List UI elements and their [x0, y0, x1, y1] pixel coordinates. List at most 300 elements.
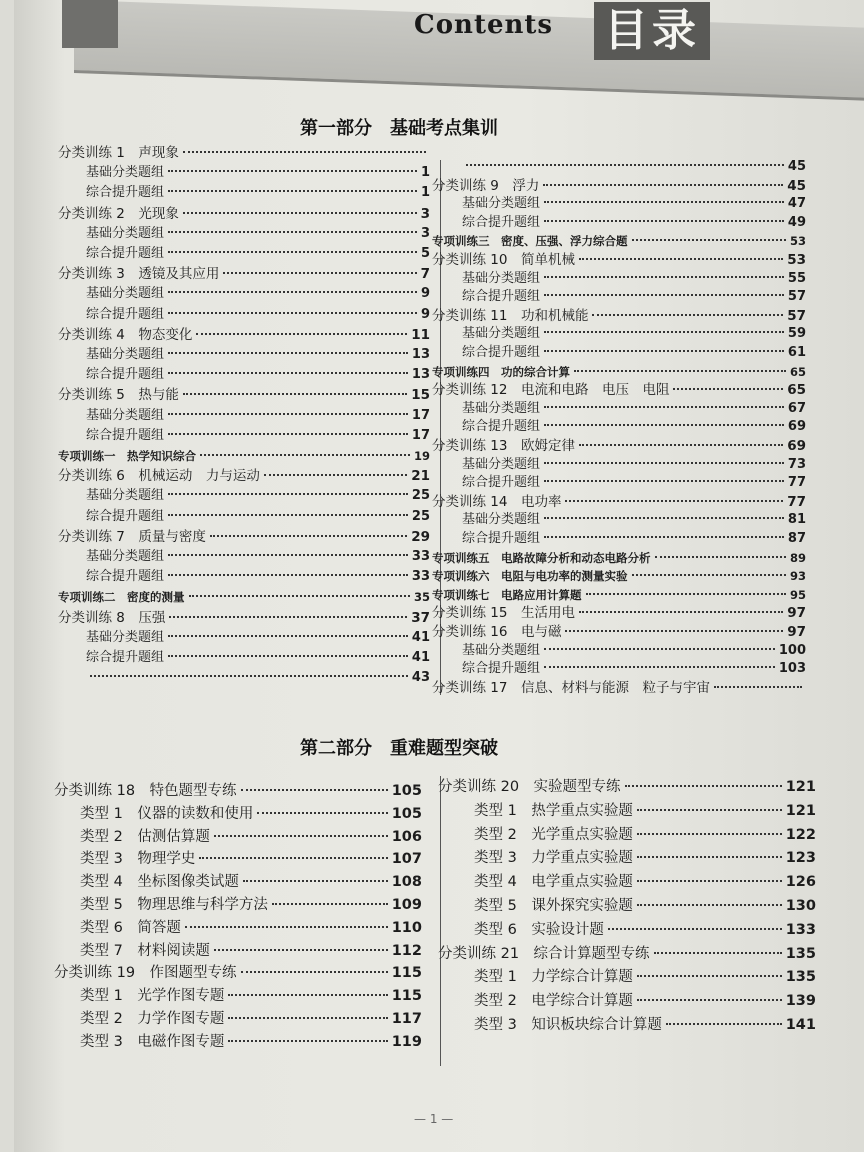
toc-page-number: 55: [787, 270, 806, 286]
toc-sub-entry[interactable]: [462, 417, 806, 437]
dot-leader: [544, 294, 784, 296]
dot-leader: [241, 789, 388, 791]
dot-leader: [543, 184, 783, 186]
toc-entry-title: 综合提升题组: [462, 531, 541, 546]
toc-sub-entry[interactable]: [474, 800, 816, 822]
toc-page-number: 43: [411, 670, 430, 686]
contents-title-en: Contents: [414, 10, 554, 40]
toc-sub-entry[interactable]: [86, 305, 430, 325]
toc-sub-entry[interactable]: [80, 803, 422, 825]
dot-leader: [586, 593, 786, 595]
toc-entry-title: 类型 3 物理学史: [80, 851, 196, 868]
toc-entry-title: 分类训练 2 光现象: [58, 205, 179, 222]
toc-sub-entry[interactable]: [86, 668, 430, 688]
dot-leader: [637, 975, 782, 977]
toc-page-number: 19: [413, 449, 430, 463]
toc-main-entry[interactable]: [58, 385, 430, 405]
toc-entry-title: 分类训练 7 质量与密度: [58, 528, 206, 545]
dot-leader: [199, 857, 387, 859]
toc-entry-title: 类型 5 物理思维与科学方法: [80, 897, 268, 913]
dot-leader: [168, 635, 408, 637]
toc-sub-entry[interactable]: [86, 507, 430, 527]
toc-page-number: 3: [420, 205, 430, 222]
toc-sub-entry[interactable]: [80, 940, 422, 962]
dot-leader: [168, 372, 408, 374]
toc-main-entry[interactable]: [432, 492, 806, 512]
toc-page-number: 67: [787, 400, 806, 416]
toc-page-number: 13: [411, 347, 430, 362]
toc-sub-entry[interactable]: [462, 659, 806, 679]
dot-leader: [592, 314, 783, 316]
toc-main-entry[interactable]: [54, 962, 422, 984]
toc-sub-entry[interactable]: [462, 324, 806, 344]
toc-page-number: 17: [411, 427, 430, 443]
toc-sub-entry[interactable]: [86, 426, 430, 446]
toc-page-number: 112: [391, 942, 422, 959]
toc-page-number: 25: [411, 508, 430, 524]
dot-leader: [579, 258, 783, 260]
toc-sub-entry[interactable]: [86, 365, 430, 385]
toc-sub-entry[interactable]: [462, 213, 806, 233]
dot-leader: [168, 493, 408, 495]
toc-entry-title: 类型 1 热学重点实验题: [474, 802, 633, 819]
dot-leader: [223, 272, 416, 274]
dot-leader: [673, 388, 783, 390]
toc-page-number: 81: [787, 512, 806, 528]
toc-entry-title: 分类训练 10 简单机械: [432, 252, 575, 268]
toc-entry-title: 综合提升题组: [86, 306, 165, 322]
toc-page-number: 13: [411, 367, 430, 383]
toc-page-number: 45: [787, 177, 806, 194]
toc-entry-title: 基础分类题组: [86, 286, 165, 302]
dot-leader: [625, 785, 782, 787]
toc-entry-title: 基础分类题组: [86, 629, 165, 645]
toc-entry-title: 专项训练七 电路应用计算题: [432, 587, 582, 602]
dot-leader: [257, 812, 387, 814]
dot-leader: [168, 554, 408, 556]
toc-page-number: 21: [411, 468, 430, 485]
toc-sub-entry[interactable]: [474, 990, 816, 1012]
toc-entry-title: 分类训练 6 机械运动 力与运动: [58, 468, 260, 485]
dot-leader: [241, 971, 388, 973]
toc-page-number: 5: [420, 246, 430, 261]
dot-leader: [544, 666, 775, 668]
toc-entry-title: 综合提升题组: [86, 569, 165, 585]
dot-leader: [544, 462, 784, 464]
toc-main-entry[interactable]: [54, 780, 422, 802]
toc-entry-title: 分类训练 21 综合计算题型专练: [438, 945, 650, 962]
dot-leader: [228, 1040, 387, 1042]
toc-entry-title: 综合提升题组: [86, 246, 165, 261]
toc-page-number: 121: [785, 779, 816, 795]
dot-leader: [168, 251, 417, 253]
toc-main-entry[interactable]: [58, 325, 430, 345]
toc-main-entry[interactable]: [438, 776, 816, 798]
toc-page-number: 61: [787, 345, 806, 360]
toc-page-number: 115: [391, 965, 422, 982]
toc-entry-title: 类型 1 光学作图专题: [80, 988, 225, 1005]
toc-page-number: 97: [787, 605, 806, 622]
toc-main-entry[interactable]: [58, 204, 430, 224]
dot-leader: [632, 239, 786, 241]
toc-page-number: 1: [420, 185, 430, 201]
toc-sub-entry[interactable]: [86, 567, 430, 587]
dot-leader: [637, 880, 782, 882]
toc-page-number: 33: [411, 549, 430, 564]
dot-leader: [228, 994, 387, 996]
toc-main-entry[interactable]: [58, 608, 430, 628]
dot-leader: [544, 648, 775, 650]
toc-main-entry[interactable]: [58, 466, 430, 486]
toc-page-number: 117: [391, 1011, 422, 1027]
toc-page-number: 105: [391, 805, 422, 822]
toc-entry-title: 基础分类题组: [86, 488, 165, 504]
dot-leader: [544, 350, 784, 352]
toc-page-number: 57: [787, 307, 806, 324]
toc-page-number: 3: [420, 225, 430, 241]
toc-sub-entry[interactable]: [80, 1008, 422, 1030]
toc-page-number: 9: [420, 286, 430, 302]
toc-entry-title: 综合提升题组: [86, 367, 165, 383]
part1-title: 第一部分 基础考点集训: [300, 118, 498, 139]
toc-page-number: 25: [411, 488, 430, 504]
toc-page-number: 141: [785, 1017, 816, 1033]
toc-page-number: 135: [785, 969, 816, 986]
toc-page-number: 47: [787, 196, 806, 212]
dot-leader: [544, 406, 784, 408]
toc-sub-entry[interactable]: [80, 917, 422, 939]
toc-sub-entry[interactable]: [462, 194, 806, 214]
toc-page-number: 59: [787, 326, 806, 342]
toc-main-entry[interactable]: [432, 678, 806, 698]
dot-leader: [637, 999, 782, 1001]
toc-sub-entry[interactable]: [86, 648, 430, 668]
toc-page-number: 41: [411, 650, 430, 665]
toc-entry-title: 专项训练二 密度的测量: [58, 590, 185, 605]
dot-leader: [637, 856, 782, 858]
toc-entry-title: 综合提升题组: [86, 508, 165, 524]
toc-sub-entry[interactable]: [86, 486, 430, 506]
toc-entry-title: 类型 2 电学综合计算题: [474, 993, 633, 1010]
toc-entry-title: 综合提升题组: [462, 214, 541, 230]
toc-entry-title: 基础分类题组: [462, 642, 541, 658]
toc-sub-entry[interactable]: [86, 244, 430, 264]
dot-leader: [168, 190, 417, 192]
toc-main-entry[interactable]: [432, 436, 806, 456]
toc-entry-title: 基础分类题组: [462, 270, 541, 286]
part2-title: 第二部分 重难题型突破: [300, 738, 498, 759]
dot-leader: [168, 231, 417, 233]
toc-sub-entry[interactable]: [86, 163, 430, 183]
toc-entry-title: 分类训练 5 热与能: [58, 387, 179, 404]
toc-entry-title: 分类训练 19 作图题型专练: [54, 965, 237, 982]
toc-special-entry[interactable]: [432, 548, 806, 568]
toc-page-number: 121: [785, 802, 816, 819]
toc-main-entry[interactable]: [438, 943, 816, 965]
toc-sub-entry[interactable]: [462, 641, 806, 661]
toc-sub-entry[interactable]: [474, 847, 816, 869]
toc-entry-title: 基础分类题组: [86, 225, 165, 241]
toc-entry-title: 综合提升题组: [462, 661, 541, 677]
dot-leader: [168, 655, 408, 657]
toc-entry-title: 专项训练三 密度、压强、浮力综合题: [432, 234, 628, 249]
toc-main-entry[interactable]: [432, 603, 806, 623]
toc-sub-entry[interactable]: [474, 1014, 816, 1036]
toc-main-entry[interactable]: [432, 380, 806, 400]
toc-entry-title: 综合提升题组: [86, 650, 165, 665]
toc-page-number: 65: [789, 364, 806, 379]
toc-entry-title: 类型 5 课外探究实验题: [474, 898, 633, 914]
dot-leader: [168, 312, 417, 314]
dot-leader: [168, 352, 408, 354]
toc-sub-entry[interactable]: [86, 628, 430, 648]
dot-leader: [608, 928, 782, 930]
toc-special-entry[interactable]: [58, 446, 430, 466]
toc-page-number: 57: [787, 289, 806, 305]
toc-entry-title: 基础分类题组: [462, 456, 541, 472]
toc-sub-entry[interactable]: [462, 157, 806, 177]
toc-main-entry[interactable]: [58, 143, 430, 163]
toc-entry-title: 分类训练 20 实验题型专练: [438, 779, 621, 795]
dot-leader: [544, 517, 784, 519]
toc-sub-entry[interactable]: [474, 895, 816, 917]
dot-leader: [90, 675, 408, 677]
toc-entry-title: 综合提升题组: [462, 289, 541, 305]
toc-special-entry[interactable]: [432, 585, 806, 605]
toc-entry-title: 分类训练 15 生活用电: [432, 605, 575, 622]
toc-main-entry[interactable]: [432, 176, 806, 196]
dot-leader: [544, 331, 784, 333]
toc-page-number: 37: [411, 609, 430, 626]
toc-sub-entry[interactable]: [86, 224, 430, 244]
toc-entry-title: 综合提升题组: [86, 185, 165, 201]
toc-entry-title: 分类训练 3 透镜及其应用: [58, 266, 220, 283]
toc-sub-entry[interactable]: [86, 406, 430, 426]
toc-page-number: 33: [411, 569, 430, 585]
toc-page-number: 105: [391, 783, 422, 799]
toc-entry-title: 专项训练五 电路故障分析和动态电路分析: [432, 550, 651, 565]
toc-sub-entry[interactable]: [474, 871, 816, 893]
toc-page-number: 7: [420, 266, 430, 283]
toc-entry-title: 类型 4 电学重点实验题: [474, 874, 633, 891]
toc-page-number: 122: [785, 826, 816, 843]
toc-page-number: 123: [785, 850, 816, 867]
dot-leader: [637, 809, 782, 811]
toc-page-number: 77: [787, 493, 806, 510]
toc-page-number: 45: [787, 159, 806, 174]
toc-page-number: 119: [391, 1033, 422, 1050]
toc-page-number: 126: [785, 874, 816, 891]
toc-entry-title: 基础分类题组: [86, 165, 165, 181]
toc-page-number: 1: [420, 165, 430, 181]
toc-page-number: 130: [785, 898, 816, 914]
toc-sub-entry[interactable]: [462, 510, 806, 530]
dot-leader: [714, 686, 802, 688]
toc-entry-title: 类型 1 力学综合计算题: [474, 969, 633, 986]
toc-sub-entry[interactable]: [462, 455, 806, 475]
toc-entry-title: 分类训练 12 电流和电路 电压 电阻: [432, 382, 670, 399]
dot-leader: [544, 424, 784, 426]
toc-page-number: 11: [411, 326, 430, 343]
toc-entry-title: 类型 2 估测估算题: [80, 828, 210, 845]
page-number: — 1 —: [414, 1112, 454, 1126]
toc-sub-entry[interactable]: [462, 287, 806, 307]
toc-page-number: 65: [787, 382, 806, 399]
toc-sub-entry[interactable]: [80, 985, 422, 1007]
toc-entry-title: 基础分类题组: [462, 196, 541, 212]
toc-sub-entry[interactable]: [86, 345, 430, 365]
toc-sub-entry[interactable]: [80, 826, 422, 848]
toc-sub-entry[interactable]: [80, 894, 422, 916]
toc-entry-title: 基础分类题组: [86, 347, 165, 362]
toc-page-number: 89: [789, 550, 806, 565]
toc-entry-title: 基础分类题组: [462, 512, 541, 528]
toc-entry-title: 分类训练 18 特色题型专练: [54, 783, 237, 799]
dot-leader: [264, 474, 407, 476]
toc-entry-title: 分类训练 11 功和机械能: [432, 307, 589, 324]
toc-entry-title: 专项训练四 功的综合计算: [432, 364, 570, 379]
toc-entry-title: 分类训练 1 声现象: [58, 145, 179, 161]
dot-leader: [466, 164, 784, 166]
dot-leader: [654, 952, 782, 954]
dot-leader: [632, 574, 786, 576]
toc-main-entry[interactable]: [58, 527, 430, 547]
dot-leader: [544, 201, 784, 203]
toc-sub-entry[interactable]: [80, 848, 422, 870]
toc-entry-title: 专项训练六 电阻与电功率的测量实验: [432, 569, 628, 584]
toc-page-number: 93: [789, 569, 806, 584]
dot-leader: [214, 835, 388, 837]
dot-leader: [565, 630, 783, 632]
dot-leader: [168, 574, 408, 576]
toc-sub-entry[interactable]: [86, 547, 430, 567]
toc-page-number: 29: [411, 528, 430, 545]
toc-page-number: 53: [789, 234, 806, 249]
toc-sub-entry[interactable]: [474, 966, 816, 988]
toc-page-number: 15: [411, 387, 430, 404]
toc-page-number: 106: [391, 828, 422, 845]
toc-entry-title: 分类训练 16 电与磁: [432, 624, 562, 640]
dot-leader: [168, 413, 408, 415]
toc-page-number: 139: [785, 993, 816, 1010]
dot-leader: [637, 904, 782, 906]
toc-entry-title: 类型 4 坐标图像类试题: [80, 874, 239, 891]
dot-leader: [183, 393, 407, 395]
toc-page-number: 110: [391, 919, 422, 936]
toc-entry-title: 类型 3 知识板块综合计算题: [474, 1017, 662, 1033]
toc-sub-entry[interactable]: [86, 183, 430, 203]
column-divider: [440, 776, 441, 1066]
toc-sub-entry[interactable]: [462, 473, 806, 493]
toc-entry-title: 分类训练 13 欧姆定律: [432, 438, 575, 454]
toc-page-number: 17: [411, 407, 430, 423]
toc-entry-title: 基础分类题组: [462, 400, 541, 416]
toc-entry-title: 类型 3 力学重点实验题: [474, 850, 633, 867]
toc-sub-entry[interactable]: [474, 919, 816, 941]
toc-sub-entry[interactable]: [86, 284, 430, 304]
toc-special-entry[interactable]: [58, 587, 430, 607]
toc-entry-title: 分类训练 14 电功率: [432, 493, 562, 510]
toc-special-entry[interactable]: [432, 231, 806, 251]
toc-sub-entry[interactable]: [462, 343, 806, 363]
toc-special-entry[interactable]: [432, 566, 806, 586]
toc-sub-entry[interactable]: [474, 824, 816, 846]
toc-page-number: 103: [778, 661, 806, 677]
contents-title-cn: 目录: [594, 2, 710, 60]
toc-entry-title: 综合提升题组: [86, 427, 165, 443]
toc-entry-title: 基础分类题组: [86, 407, 165, 423]
toc-page-number: 69: [787, 419, 806, 435]
toc-entry-title: 专项训练一 热学知识综合: [58, 449, 196, 463]
toc-page-number: 77: [787, 475, 806, 491]
dot-leader: [544, 536, 784, 538]
dot-leader: [168, 514, 408, 516]
dot-leader: [183, 212, 417, 214]
toc-entry-title: 综合提升题组: [462, 419, 541, 435]
dot-leader: [168, 433, 408, 435]
dot-leader: [574, 370, 786, 372]
dot-leader: [185, 926, 388, 928]
dot-leader: [544, 276, 784, 278]
toc-page-number: 133: [785, 921, 816, 938]
toc-sub-entry[interactable]: [80, 1031, 422, 1053]
toc-entry-title: 类型 6 简答题: [80, 919, 181, 936]
toc-entry-title: 综合提升题组: [462, 475, 541, 491]
dot-leader: [183, 151, 426, 153]
dot-leader: [168, 170, 417, 172]
toc-entry-title: 分类训练 17 信息、材料与能源 粒子与宇宙: [432, 679, 710, 696]
dot-leader: [169, 616, 407, 618]
dot-leader: [565, 500, 783, 502]
toc-page-number: 73: [787, 456, 806, 472]
toc-entry-title: 类型 2 力学作图专题: [80, 1011, 225, 1027]
toc-sub-entry[interactable]: [462, 399, 806, 419]
toc-page-number: 53: [787, 252, 806, 268]
toc-main-entry[interactable]: [58, 264, 430, 284]
dot-leader: [666, 1023, 782, 1025]
toc-main-entry[interactable]: [432, 306, 806, 326]
toc-special-entry[interactable]: [432, 362, 806, 382]
dot-leader: [272, 903, 388, 905]
toc-main-entry[interactable]: [432, 250, 806, 270]
toc-entry-title: 分类训练 8 压强: [58, 609, 166, 626]
toc-entry-title: 类型 6 实验设计题: [474, 921, 604, 938]
toc-sub-entry[interactable]: [462, 269, 806, 289]
toc-page-number: 115: [391, 988, 422, 1005]
dot-leader: [637, 833, 782, 835]
book-page: [14, 0, 864, 1152]
toc-entry-title: 基础分类题组: [462, 326, 541, 342]
toc-page-number: 35: [413, 590, 430, 605]
toc-page-number: 109: [391, 897, 422, 913]
dot-leader: [214, 949, 388, 951]
toc-sub-entry[interactable]: [462, 529, 806, 549]
toc-entry-title: 类型 2 光学重点实验题: [474, 826, 633, 843]
dot-leader: [544, 220, 784, 222]
toc-page-number: 135: [785, 945, 816, 962]
toc-entry-title: 综合提升题组: [462, 345, 541, 360]
toc-entry-title: 基础分类题组: [86, 549, 165, 564]
toc-page-number: 87: [787, 531, 806, 546]
toc-sub-entry[interactable]: [80, 871, 422, 893]
dot-leader: [579, 444, 783, 446]
dot-leader: [228, 1017, 387, 1019]
toc-page-number: 9: [420, 306, 430, 322]
toc-main-entry[interactable]: [432, 622, 806, 642]
toc-entry-title: 分类训练 4 物态变化: [58, 326, 193, 343]
toc-entry-title: 分类训练 9 浮力: [432, 177, 540, 194]
toc-page-number: 49: [787, 214, 806, 230]
